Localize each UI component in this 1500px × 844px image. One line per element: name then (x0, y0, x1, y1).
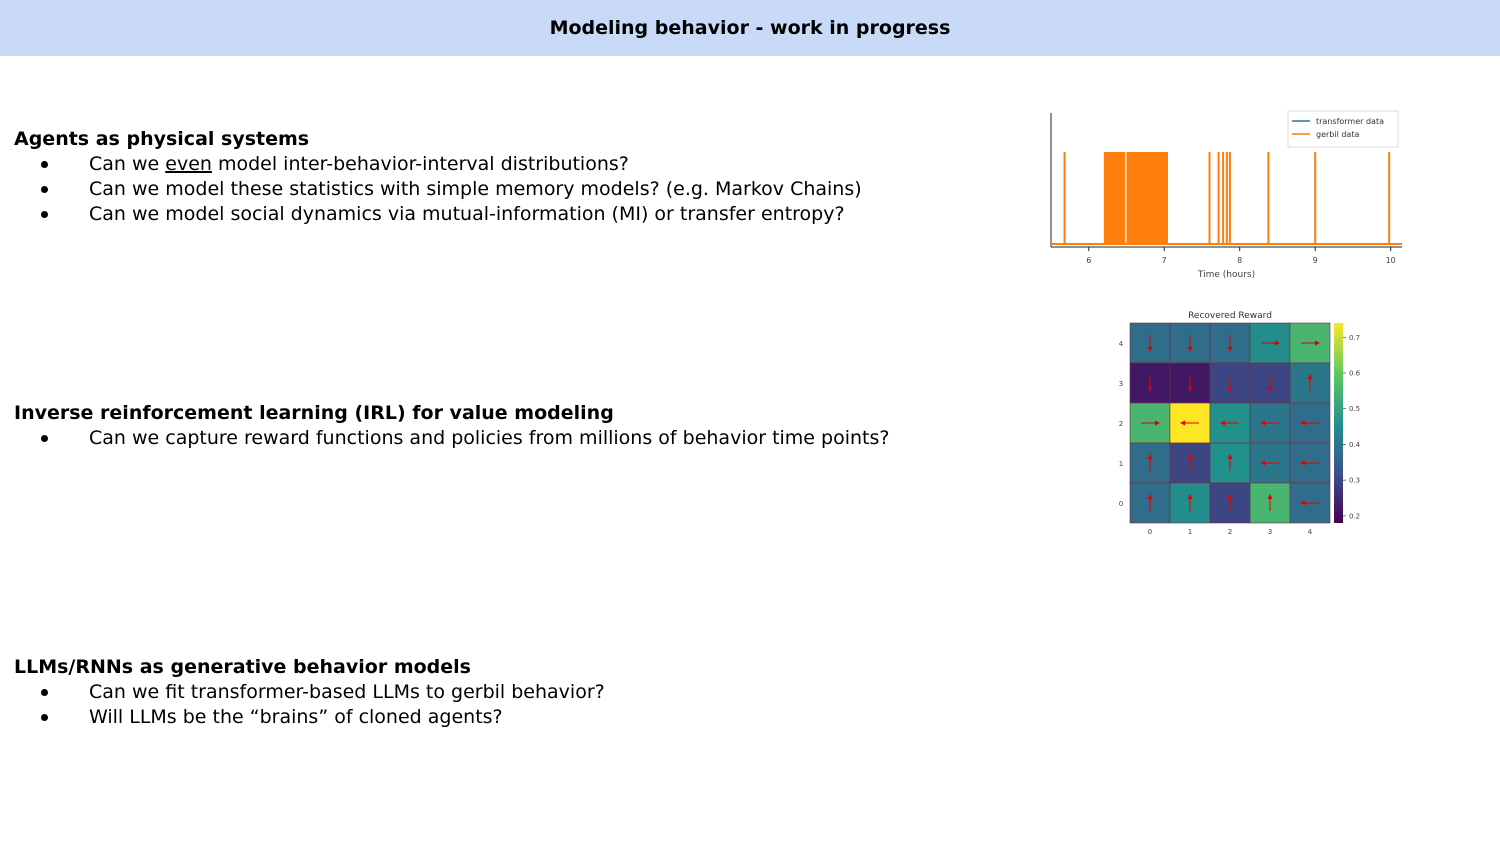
x-tick-label: 4 (1307, 528, 1313, 536)
y-tick-label: 2 (1118, 420, 1124, 428)
x-tick-label: 0 (1147, 528, 1153, 536)
x-tick-label: 10 (1385, 256, 1396, 265)
colorbar-tick-label: 0.2 (1349, 512, 1361, 521)
section-llms (14, 655, 605, 730)
section-heading: Inverse reinforcement learning (IRL) for value modeling (14, 402, 614, 424)
bullet-item: Can we capture reward functions and policies from millions of behavior time points? (14, 426, 889, 451)
colorbar-tick-label: 0.5 (1349, 405, 1361, 414)
bullet-item (14, 152, 862, 177)
page-title: Modeling behavior - work in progress (549, 17, 951, 39)
section-irl (14, 401, 889, 451)
chart-legend (1288, 111, 1398, 147)
colorbar-tick-label: 0.4 (1349, 440, 1361, 449)
bullet-text: model inter-behavior-interval distributions? (211, 153, 629, 175)
underlined-word: even (165, 153, 212, 175)
bullet-item: Can we fit transformer-based LLMs to gerbil behavior? (14, 680, 605, 705)
title-bar (0, 0, 1500, 56)
event-time-chart (1040, 105, 1420, 285)
y-tick-label: 4 (1118, 340, 1124, 348)
y-tick-label: 1 (1118, 460, 1124, 468)
y-tick-label: 0 (1118, 500, 1124, 508)
colorbar-tick-label: 0.6 (1349, 369, 1361, 378)
bullet-item: Can we model these statistics with simple memory models? (e.g. Markov Chains) (14, 177, 862, 202)
bullet-list (14, 426, 889, 451)
x-tick-label: 6 (1086, 256, 1092, 265)
gerbil-activity-block (1104, 152, 1125, 244)
section-heading: Agents as physical systems (14, 128, 310, 150)
legend-label: transformer data (1316, 117, 1384, 126)
heatmap-title: Recovered Reward (1188, 311, 1272, 321)
recovered-reward-heatmap (1105, 303, 1375, 543)
x-axis-label: Time (hours) (1197, 270, 1256, 280)
x-tick-label: 8 (1237, 256, 1243, 265)
section-heading: LLMs/RNNs as generative behavior models (14, 656, 471, 678)
bullet-item: Can we model social dynamics via mutual-information (MI) or transfer entropy? (14, 202, 862, 227)
colorbar-tick-label: 0.7 (1349, 333, 1361, 342)
x-tick-label: 2 (1227, 528, 1233, 536)
bullet-list (14, 680, 605, 730)
colorbar-tick-label: 0.3 (1349, 476, 1361, 485)
bullet-item: Will LLMs be the “brains” of cloned agents? (14, 705, 605, 730)
colorbar (1334, 323, 1343, 523)
y-tick-label: 3 (1118, 380, 1124, 388)
bullet-text: Can we (89, 153, 166, 175)
section-physical-systems (14, 127, 862, 227)
x-tick-label: 7 (1161, 256, 1167, 265)
bullet-list (14, 152, 862, 227)
legend-label: gerbil data (1316, 130, 1360, 139)
x-tick-label: 3 (1267, 528, 1273, 536)
x-tick-label: 9 (1312, 256, 1318, 265)
gerbil-activity-block (1126, 152, 1168, 244)
x-tick-label: 1 (1187, 528, 1193, 536)
